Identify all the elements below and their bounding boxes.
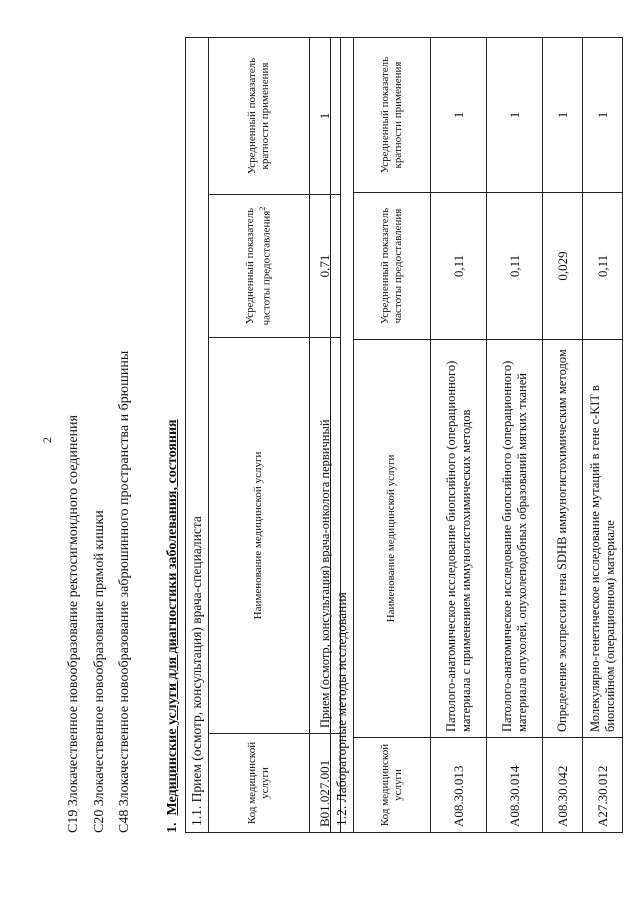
header-code: Код медицинской услуги xyxy=(354,738,431,833)
service-code: A08.30.013 xyxy=(431,738,487,833)
frequency-value: 0,11 xyxy=(487,193,543,340)
service-name: Молекулярно-генетическое исследование мутаций в гене c-KIT в биопсийном (операционном) материале xyxy=(583,340,623,738)
header-frequency: Усредненный показатель частоты предоставления xyxy=(354,193,431,340)
multiplicity-value: 1 xyxy=(487,37,543,192)
header-name: Наименование медицинской услуги xyxy=(354,340,431,738)
table-row xyxy=(431,37,487,832)
table-consultation xyxy=(185,37,341,833)
table-lab-methods xyxy=(330,37,623,833)
diagnosis-c20: C20 Злокачественное новообразование прямой кишки xyxy=(92,510,107,833)
service-name: Прием (осмотр, консультация) врача-онколога первичный xyxy=(310,338,341,734)
header-code: Код медицинской услуги xyxy=(209,734,310,833)
section-title: 1. Медицинские услуги для диагностики заболевания, состояния xyxy=(165,419,180,833)
service-name: Патолого-анатомическое исследование биопсийного (операционного) материала с применением иммуногистохимических методов xyxy=(431,340,487,738)
multiplicity-value: 1 xyxy=(583,37,623,192)
table-row xyxy=(543,37,583,832)
page-number: 2 xyxy=(40,437,54,443)
multiplicity-value: 1 xyxy=(543,37,583,192)
frequency-value: 0,11 xyxy=(583,193,623,340)
frequency-value: 0,11 xyxy=(431,193,487,340)
header-frequency: Усредненный показатель частоты предоставления$^2$ xyxy=(209,195,310,338)
table-caption: 1.1. Прием (осмотр, консультация) врача-специалиста xyxy=(186,38,209,833)
footnote-mark: 2 xyxy=(257,206,267,211)
service-name: Патолого-анатомическое исследование биопсийного (операционного) материала опухолей, опухолеподобных образований мягких тканей xyxy=(487,340,543,738)
service-name: Определение экспрессии гена SDHB иммуногистохимическим методом xyxy=(543,340,583,738)
table-row xyxy=(487,37,543,832)
service-code: A08.30.014 xyxy=(487,738,543,833)
service-code: B01.027.001 xyxy=(310,734,341,833)
service-code: A08.30.042 xyxy=(543,738,583,833)
diagnosis-c48: C48 Злокачественное новообразование забрюшинного пространства и брюшины xyxy=(117,350,132,833)
header-name: Наименование медицинской услуги xyxy=(209,338,310,734)
header-multiplicity: Усредненный показатель кратности применения xyxy=(209,38,310,195)
multiplicity-value: 1 xyxy=(431,37,487,192)
table-caption: 1.2. Лабораторные методы исследования xyxy=(331,37,354,832)
multiplicity-value: 1 xyxy=(310,38,341,195)
frequency-value: 0,029 xyxy=(543,193,583,340)
service-code: A27.30.012 xyxy=(583,738,623,833)
frequency-value: 0,71 xyxy=(310,195,341,338)
table-row xyxy=(583,37,623,832)
diagnosis-c19: C19 Злокачественное новообразование ректосигмоидного соединения xyxy=(66,415,81,833)
header-multiplicity: Усредненный показатель кратности применения xyxy=(354,37,431,192)
